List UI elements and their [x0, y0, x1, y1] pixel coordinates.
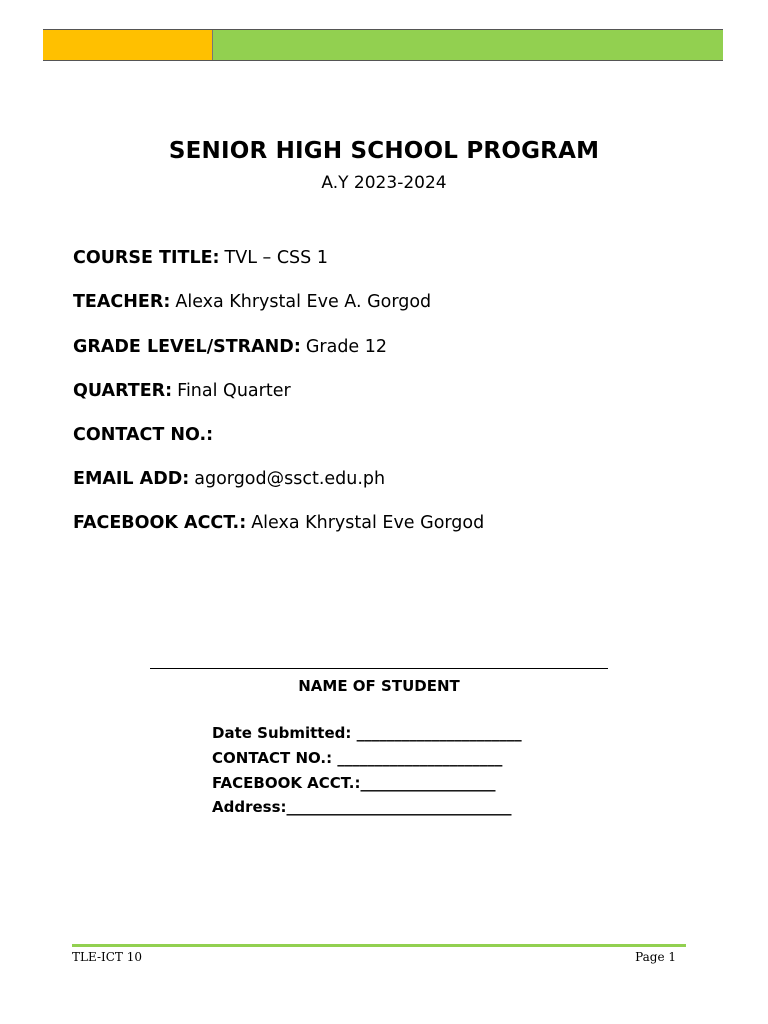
info-label: COURSE TITLE: [73, 248, 220, 268]
field-date-submitted: Date Submitted: ______________________ [212, 724, 522, 742]
info-label: QUARTER: [73, 381, 173, 401]
student-name-label: NAME OF STUDENT [298, 677, 460, 695]
footer-course-code: TLE-ICT 10 [72, 950, 143, 964]
footer-page-number: Page 1 [635, 950, 676, 964]
info-facebook [73, 513, 484, 533]
info-label: FACEBOOK ACCT.: [73, 513, 247, 533]
info-label: TEACHER: [73, 292, 171, 312]
info-contact-no [73, 425, 218, 445]
info-value: Alexa Khrystal Eve Gorgod [251, 513, 485, 533]
header-band-green [213, 30, 723, 60]
student-signature-line [150, 668, 608, 669]
field-address: Address:______________________________ [212, 798, 512, 816]
info-quarter [73, 381, 291, 401]
info-label: EMAIL ADD: [73, 469, 190, 489]
document-title: SENIOR HIGH SCHOOL PROGRAM [168, 138, 600, 164]
header-band-orange [43, 30, 213, 60]
info-value: agorgod@ssct.edu.ph [194, 469, 386, 489]
info-grade-level [73, 337, 387, 357]
field-facebook-acct: FACEBOOK ACCT.:__________________ [212, 774, 496, 792]
header-color-band [43, 29, 723, 61]
info-value: TVL – CSS 1 [224, 248, 328, 268]
info-email [73, 469, 385, 489]
info-label: GRADE LEVEL/STRAND: [73, 337, 301, 357]
academic-year: A.Y 2023-2024 [321, 173, 447, 193]
info-value: Final Quarter [177, 381, 291, 401]
info-value: Alexa Khrystal Eve A. Gorgod [175, 292, 432, 312]
info-label: CONTACT NO.: [73, 425, 214, 445]
field-contact-no: CONTACT NO.: ______________________ [212, 749, 503, 767]
info-value: Grade 12 [305, 337, 388, 357]
info-course-title [73, 248, 328, 268]
footer-rule [72, 944, 686, 947]
info-teacher [73, 292, 431, 312]
